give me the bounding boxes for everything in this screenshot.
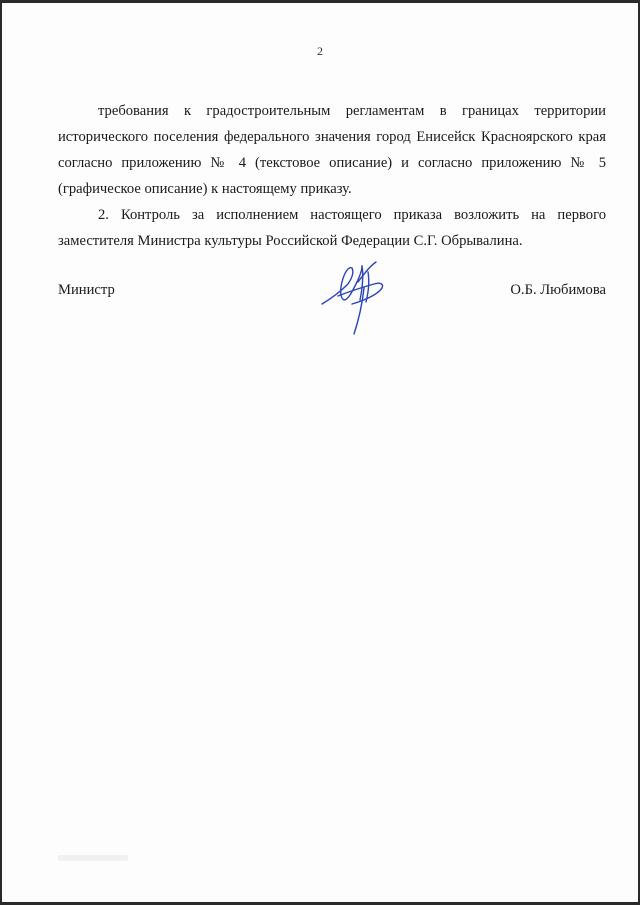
document-body [58, 98, 606, 254]
page-number: 2 [317, 44, 323, 58]
signatory-name: О.Б. Любимова [510, 282, 606, 298]
scan-border-left [0, 0, 2, 905]
scan-artifact [58, 855, 128, 861]
signatory-title: Министр [58, 282, 115, 298]
paragraph-1: требования к градостроительным регламентам в границах территории исторического поселения федерального значения город Енисейск Красноярского края согласно приложению № 4 (текстовое описание) и согласно приложению № 5 (графическое описание) к настоящему приказу. [58, 103, 606, 197]
handwritten-signature-icon [318, 248, 396, 338]
scan-border-top [0, 0, 640, 3]
paragraph-2: 2. Контроль за исполнением настоящего приказа возложить на первого заместителя Министра культуры Российской Федерации С.Г. Обрывалина. [58, 207, 606, 249]
